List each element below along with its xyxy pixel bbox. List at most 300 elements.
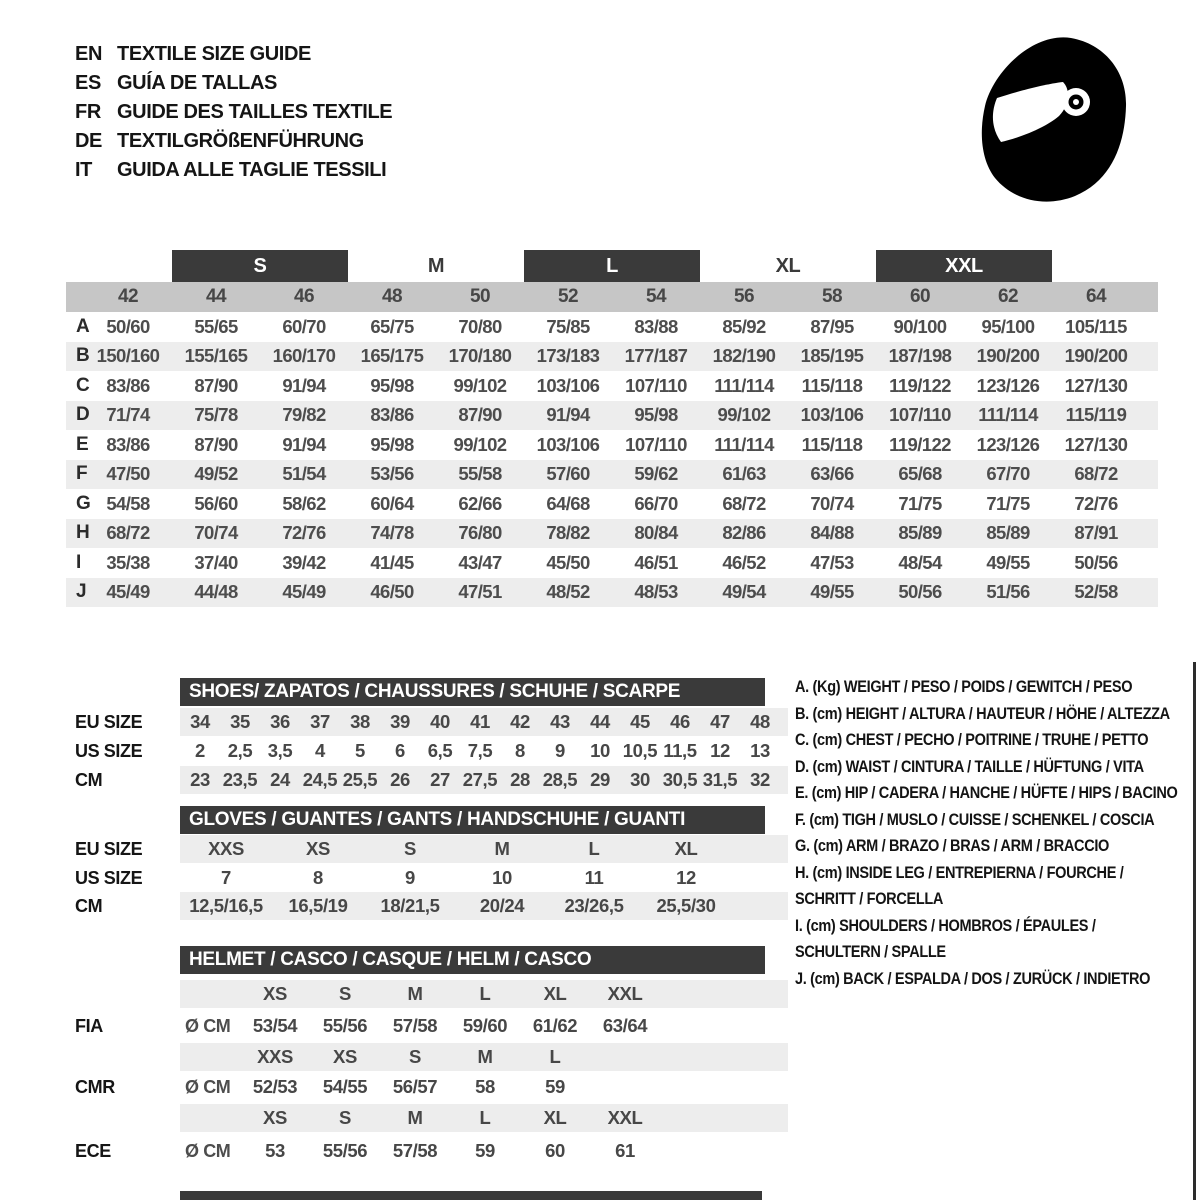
sub-table-cell: 12 bbox=[676, 867, 696, 888]
size-cell: 72/76 bbox=[1074, 492, 1118, 514]
size-cell: 115/118 bbox=[801, 374, 863, 396]
sub-table-cell: 57/58 bbox=[392, 1015, 438, 1036]
size-cell: 61/63 bbox=[722, 463, 766, 485]
row-letter: C bbox=[76, 374, 90, 396]
size-number: 62 bbox=[998, 286, 1018, 307]
sub-table-row bbox=[75, 835, 788, 863]
legend-line: H. (cm) INSIDE LEG / ENTREPIERNA / FOURCHE / bbox=[795, 862, 1124, 882]
size-cell: 123/126 bbox=[976, 374, 1040, 396]
size-cell: 103/106 bbox=[800, 404, 864, 426]
size-cell: 87/91 bbox=[1074, 522, 1118, 544]
sub-table-cell: 11 bbox=[584, 867, 604, 888]
sub-table-cell: 32 bbox=[750, 769, 770, 790]
size-cell: 82/86 bbox=[722, 522, 766, 544]
size-cell: 87/90 bbox=[194, 433, 238, 455]
size-cell: 50/60 bbox=[106, 315, 150, 337]
size-cell: 55/58 bbox=[458, 463, 502, 485]
sub-table-cell: 38 bbox=[350, 711, 370, 732]
sub-table-cell: 27,5 bbox=[462, 769, 498, 790]
size-cell: 51/56 bbox=[986, 581, 1030, 603]
size-cell: 44/48 bbox=[194, 581, 238, 603]
size-cell: 57/60 bbox=[546, 463, 590, 485]
size-cell: 85/92 bbox=[722, 315, 766, 337]
size-cell: 165/175 bbox=[360, 345, 424, 367]
size-number: 54 bbox=[646, 286, 666, 307]
sub-table-cell: 23 bbox=[190, 769, 210, 790]
size-cell: 70/74 bbox=[194, 522, 238, 544]
size-cell: 71/75 bbox=[898, 492, 942, 514]
size-table-row bbox=[66, 430, 1158, 460]
size-number: 52 bbox=[558, 286, 578, 307]
sub-table-row bbox=[75, 1137, 788, 1165]
sub-table-cell: 45 bbox=[630, 711, 650, 732]
sub-table-cell: 23,5 bbox=[222, 769, 258, 790]
size-cell: 67/70 bbox=[986, 463, 1030, 485]
sub-table-cell: 59/60 bbox=[462, 1015, 508, 1036]
size-cell: 79/82 bbox=[282, 404, 326, 426]
size-cell: 107/110 bbox=[889, 404, 951, 426]
sub-table-cell: XXL bbox=[607, 983, 643, 1004]
guide-title: TEXTILE SIZE GUIDE bbox=[117, 43, 311, 65]
sub-table-row bbox=[75, 737, 788, 765]
sub-table-cell: 57/58 bbox=[392, 1140, 438, 1161]
size-cell: 91/94 bbox=[282, 374, 326, 396]
legend-line: I. (cm) SHOULDERS / HOMBROS / ÉPAULES / bbox=[795, 915, 1096, 935]
measurement-legend bbox=[795, 674, 1190, 992]
size-table-row bbox=[66, 578, 1158, 608]
size-cell: 43/47 bbox=[458, 551, 502, 573]
row-letter: I bbox=[76, 551, 81, 573]
size-table-rows bbox=[66, 312, 1158, 607]
sub-table-cell: 31,5 bbox=[702, 769, 738, 790]
size-cell: 66/70 bbox=[634, 492, 678, 514]
sub-table-cell: XS bbox=[306, 838, 330, 859]
sub-table-cell: 24,5 bbox=[302, 769, 338, 790]
size-cell: 49/55 bbox=[986, 551, 1030, 573]
language-code: IT bbox=[75, 159, 92, 181]
right-border-line bbox=[1193, 662, 1196, 1200]
size-cell: 87/90 bbox=[458, 404, 502, 426]
size-band-label: S bbox=[172, 250, 348, 282]
size-cell: 72/76 bbox=[282, 522, 326, 544]
size-cell: 99/102 bbox=[453, 433, 507, 455]
legend-line: B. (cm) HEIGHT / ALTURA / HAUTEUR / HÖHE / ALTEZZA bbox=[795, 703, 1170, 723]
sub-table-cell: 40 bbox=[430, 711, 450, 732]
size-cell: 50/56 bbox=[898, 581, 942, 603]
size-cell: 83/86 bbox=[106, 374, 150, 396]
sub-table-cell: 23/26,5 bbox=[564, 895, 624, 916]
sub-table-cell: 43 bbox=[550, 711, 570, 732]
sub-table-cell: 63/64 bbox=[602, 1015, 648, 1036]
size-number: 50 bbox=[470, 286, 490, 307]
size-cell: 39/42 bbox=[282, 551, 326, 573]
row-letter: B bbox=[76, 345, 90, 367]
size-cell: 46/51 bbox=[634, 551, 678, 573]
sub-table-cell: 53/54 bbox=[252, 1015, 298, 1036]
size-cell: 65/75 bbox=[370, 315, 414, 337]
sub-table-cell: 12,5/16,5 bbox=[189, 895, 263, 916]
sub-table-cell: 53 bbox=[265, 1140, 285, 1161]
size-cell: 60/64 bbox=[370, 492, 414, 514]
size-table-row bbox=[66, 460, 1158, 490]
size-cell: 56/60 bbox=[194, 492, 238, 514]
sub-table-cell: XXS bbox=[257, 1046, 293, 1067]
size-cell: 51/54 bbox=[282, 463, 326, 485]
size-table-row bbox=[66, 312, 1158, 342]
sub-table-cell: L bbox=[479, 1107, 491, 1128]
sub-table-cell: S bbox=[404, 838, 416, 859]
size-cell: 99/102 bbox=[453, 374, 507, 396]
size-cell: 103/106 bbox=[536, 374, 600, 396]
size-cell: 55/65 bbox=[194, 315, 238, 337]
size-cell: 46/52 bbox=[722, 551, 766, 573]
size-table-row bbox=[66, 548, 1158, 578]
sub-table-cell: 9 bbox=[555, 740, 565, 761]
sub-table-cell: 61 bbox=[615, 1140, 635, 1161]
size-cell: 54/58 bbox=[106, 492, 150, 514]
sub-table-cell: XS bbox=[263, 1107, 287, 1128]
sub-table-cell: 59 bbox=[475, 1140, 495, 1161]
size-cell: 99/102 bbox=[717, 404, 771, 426]
size-cell: 182/190 bbox=[712, 345, 776, 367]
sub-table-cell: 27 bbox=[430, 769, 450, 790]
size-cell: 91/94 bbox=[282, 433, 326, 455]
sub-table-row bbox=[75, 892, 788, 920]
size-cell: 70/74 bbox=[810, 492, 854, 514]
sub-table-cell: 35 bbox=[230, 711, 250, 732]
size-cell: 115/118 bbox=[801, 433, 863, 455]
size-cell: 45/49 bbox=[282, 581, 326, 603]
unit-cell: Ø CM bbox=[185, 1076, 231, 1097]
size-cell: 50/56 bbox=[1074, 551, 1118, 573]
size-band-label: XXL bbox=[876, 250, 1052, 282]
sub-table-cell: 10 bbox=[590, 740, 610, 761]
unit-cell: Ø CM bbox=[185, 1140, 231, 1161]
sub-table-cell: 55/56 bbox=[322, 1015, 368, 1036]
size-cell: 74/78 bbox=[370, 522, 414, 544]
sub-table-cell: 52/53 bbox=[252, 1076, 298, 1097]
sub-table-row bbox=[75, 864, 788, 892]
row-letter: D bbox=[76, 404, 90, 426]
legend-line: G. (cm) ARM / BRAZO / BRAS / ARM / BRACCIO bbox=[795, 836, 1110, 855]
legend-line: J. (cm) BACK / ESPALDA / DOS / ZURÜCK / INDIETRO bbox=[795, 968, 1151, 988]
sub-table-row bbox=[75, 708, 788, 736]
size-number: 58 bbox=[822, 286, 842, 307]
guide-title: GUIDA ALLE TAGLIE TESSILI bbox=[117, 159, 387, 181]
sub-table-cell: 6,5 bbox=[427, 740, 453, 761]
sub-table-row bbox=[75, 766, 788, 794]
size-cell: 95/98 bbox=[634, 404, 678, 426]
sub-table-cell: L bbox=[588, 838, 600, 859]
sub-table-cell: S bbox=[339, 1107, 351, 1128]
size-number-row bbox=[66, 282, 1158, 312]
sub-table-cell: 8 bbox=[515, 740, 525, 761]
size-cell: 68/72 bbox=[1074, 463, 1118, 485]
size-cell: 111/114 bbox=[978, 404, 1038, 426]
size-cell: 48/54 bbox=[898, 551, 942, 573]
row-letter: G bbox=[76, 492, 91, 514]
language-line bbox=[75, 98, 392, 127]
sub-table-cell: XS bbox=[263, 983, 287, 1004]
legend-line: E. (cm) HIP / CADERA / HANCHE / HÜFTE / HIPS / BACINO bbox=[795, 783, 1178, 802]
sub-table-cell: 60 bbox=[545, 1140, 565, 1161]
size-cell: 173/183 bbox=[536, 345, 600, 367]
size-cell: 127/130 bbox=[1064, 433, 1128, 455]
size-cell: 52/58 bbox=[1074, 581, 1118, 603]
sub-table-row bbox=[75, 1073, 788, 1101]
size-cell: 87/90 bbox=[194, 374, 238, 396]
size-cell: 71/74 bbox=[106, 404, 150, 426]
size-cell: 107/110 bbox=[625, 433, 687, 455]
language-line bbox=[75, 69, 392, 98]
row-letter: A bbox=[76, 315, 90, 337]
legend-line: SCHULTERN / SPALLE bbox=[795, 942, 946, 961]
size-cell: 105/115 bbox=[1065, 315, 1127, 337]
size-cell: 150/160 bbox=[96, 345, 160, 367]
sub-table-cell: 16,5/19 bbox=[288, 895, 348, 916]
size-cell: 46/50 bbox=[370, 581, 414, 603]
size-cell: 49/52 bbox=[194, 463, 238, 485]
sub-table-cell: S bbox=[409, 1046, 421, 1067]
size-cell: 95/100 bbox=[981, 315, 1035, 337]
size-cell: 83/86 bbox=[106, 433, 150, 455]
sub-table-cell: 28,5 bbox=[542, 769, 578, 790]
language-code: EN bbox=[75, 43, 102, 65]
row-letter: F bbox=[76, 463, 88, 485]
size-cell: 155/165 bbox=[184, 345, 248, 367]
sub-table-cell: XL bbox=[543, 983, 567, 1004]
size-number: 46 bbox=[294, 286, 314, 307]
sub-table-cell: 7,5 bbox=[467, 740, 493, 761]
size-cell: 47/51 bbox=[458, 581, 502, 603]
sub-table-cell: 58 bbox=[475, 1076, 495, 1097]
sub-table-cell: XXS bbox=[208, 838, 244, 859]
sub-table-cell: 6 bbox=[395, 740, 405, 761]
size-band-row bbox=[0, 250, 1200, 282]
size-cell: 41/45 bbox=[370, 551, 414, 573]
language-code: DE bbox=[75, 130, 102, 152]
size-cell: 65/68 bbox=[898, 463, 942, 485]
sub-table-cell: 2 bbox=[195, 740, 205, 761]
size-number: 44 bbox=[206, 286, 226, 307]
sub-table-cell: 36 bbox=[270, 711, 290, 732]
sub-table-cell: M bbox=[407, 983, 423, 1004]
sub-table-cell: 48 bbox=[750, 711, 770, 732]
size-cell: 90/100 bbox=[893, 315, 947, 337]
size-cell: 48/53 bbox=[634, 581, 678, 603]
sub-row-label: ECE bbox=[75, 1140, 111, 1161]
size-table-row bbox=[66, 519, 1158, 549]
size-cell: 84/88 bbox=[810, 522, 854, 544]
sub-table-cell: 9 bbox=[405, 867, 415, 888]
size-cell: 83/86 bbox=[370, 404, 414, 426]
size-table-row bbox=[66, 371, 1158, 401]
sub-table-cell: 47 bbox=[710, 711, 730, 732]
sub-table-cell: 10,5 bbox=[622, 740, 658, 761]
sub-table-row bbox=[180, 1043, 788, 1071]
size-cell: 103/106 bbox=[536, 433, 600, 455]
size-cell: 68/72 bbox=[106, 522, 150, 544]
size-cell: 75/85 bbox=[546, 315, 590, 337]
size-cell: 45/50 bbox=[546, 551, 590, 573]
language-code: ES bbox=[75, 72, 101, 94]
size-cell: 111/114 bbox=[714, 374, 774, 396]
sub-table-cell: 55/56 bbox=[322, 1140, 368, 1161]
sub-table-cell: 20/24 bbox=[479, 895, 525, 916]
sub-table-cell: 59 bbox=[545, 1076, 565, 1097]
sub-table-cell: 30 bbox=[630, 769, 650, 790]
sub-row-label: EU SIZE bbox=[75, 711, 143, 732]
sub-table-cell: 10 bbox=[492, 867, 512, 888]
size-cell: 59/62 bbox=[634, 463, 678, 485]
size-band-label: L bbox=[524, 250, 700, 282]
helmet-icon bbox=[975, 32, 1135, 212]
guide-title: GUÍA DE TALLAS bbox=[117, 72, 277, 94]
sub-table-cell: 24 bbox=[270, 769, 290, 790]
sub-table-cell: XL bbox=[543, 1107, 567, 1128]
gloves-section-header: GLOVES / GUANTES / GANTS / HANDSCHUHE / GUANTI bbox=[180, 806, 765, 834]
guide-title: TEXTILGRÖßENFÜHRUNG bbox=[117, 130, 364, 152]
size-table-row bbox=[66, 342, 1158, 372]
sub-table-cell: 42 bbox=[510, 711, 530, 732]
size-cell: 80/84 bbox=[634, 522, 678, 544]
size-cell: 63/66 bbox=[810, 463, 854, 485]
size-cell: 76/80 bbox=[458, 522, 502, 544]
language-line bbox=[75, 40, 392, 69]
size-cell: 91/94 bbox=[546, 404, 590, 426]
sub-table-cell: 7 bbox=[221, 867, 231, 888]
sub-row-label: EU SIZE bbox=[75, 838, 143, 859]
size-cell: 160/170 bbox=[272, 345, 336, 367]
sub-table-cell: L bbox=[549, 1046, 561, 1067]
sub-table-cell: 39 bbox=[390, 711, 410, 732]
helmet-section-header: HELMET / CASCO / CASQUE / HELM / CASCO bbox=[180, 946, 765, 974]
size-cell: 58/62 bbox=[282, 492, 326, 514]
sub-table-cell: XXL bbox=[607, 1107, 643, 1128]
unit-cell: Ø CM bbox=[185, 1015, 231, 1036]
size-cell: 111/114 bbox=[714, 433, 774, 455]
legend-line: A. (Kg) WEIGHT / PESO / POIDS / GEWITCH / PESO bbox=[795, 677, 1133, 696]
sub-row-label: US SIZE bbox=[75, 740, 143, 761]
size-cell: 35/38 bbox=[106, 551, 150, 573]
sub-table-cell: S bbox=[339, 983, 351, 1004]
shoes-section-header: SHOES/ ZAPATOS / CHAUSSURES / SCHUHE / SCARPE bbox=[180, 678, 765, 706]
sub-table-cell: M bbox=[494, 838, 510, 859]
sub-table-cell: 25,5/30 bbox=[656, 895, 716, 916]
size-cell: 62/66 bbox=[458, 492, 502, 514]
sub-table-cell: 28 bbox=[510, 769, 530, 790]
size-cell: 71/75 bbox=[986, 492, 1030, 514]
size-number: 42 bbox=[118, 286, 138, 307]
sub-table-cell: 56/57 bbox=[392, 1076, 438, 1097]
size-cell: 127/130 bbox=[1064, 374, 1128, 396]
size-number: 64 bbox=[1086, 286, 1106, 307]
size-cell: 85/89 bbox=[986, 522, 1030, 544]
size-cell: 60/70 bbox=[282, 315, 326, 337]
size-cell: 48/52 bbox=[546, 581, 590, 603]
legend-line: C. (cm) CHEST / PECHO / POITRINE / TRUHE / PETTO bbox=[795, 730, 1149, 749]
sub-table-cell: L bbox=[479, 983, 491, 1004]
sub-row-label: FIA bbox=[75, 1015, 103, 1036]
sub-table-cell: 44 bbox=[590, 711, 610, 732]
sub-table-cell: 12 bbox=[710, 740, 730, 761]
sub-table-cell: 29 bbox=[590, 769, 610, 790]
size-cell: 95/98 bbox=[370, 374, 414, 396]
sub-table-cell: 25,5 bbox=[342, 769, 378, 790]
sub-table-cell: 46 bbox=[670, 711, 690, 732]
legend-line: D. (cm) WAIST / CINTURA / TAILLE / HÜFTUNG / VITA bbox=[795, 756, 1144, 776]
language-line bbox=[75, 127, 392, 156]
cutoff-section-bar bbox=[180, 1191, 762, 1200]
sub-table-cell: 26 bbox=[390, 769, 410, 790]
size-cell: 53/56 bbox=[370, 463, 414, 485]
size-number: 48 bbox=[382, 286, 402, 307]
size-cell: 49/54 bbox=[722, 581, 766, 603]
size-cell: 70/80 bbox=[458, 315, 502, 337]
sub-table-cell: XL bbox=[674, 838, 698, 859]
sub-table-cell: 8 bbox=[313, 867, 323, 888]
sub-table-cell: 11,5 bbox=[663, 740, 697, 761]
size-number: 56 bbox=[734, 286, 754, 307]
size-table-row bbox=[66, 401, 1158, 431]
sub-table-cell: M bbox=[477, 1046, 493, 1067]
sub-table-row bbox=[75, 1012, 788, 1040]
sub-table-cell: 41 bbox=[470, 711, 490, 732]
size-cell: 107/110 bbox=[625, 374, 687, 396]
guide-title: GUIDE DES TAILLES TEXTILE bbox=[117, 101, 393, 123]
size-cell: 47/50 bbox=[106, 463, 150, 485]
sub-table-cell: M bbox=[407, 1107, 423, 1128]
sub-table-cell: 61/62 bbox=[532, 1015, 578, 1036]
language-code: FR bbox=[75, 101, 101, 123]
size-cell: 115/119 bbox=[1065, 404, 1127, 426]
sub-table-cell: 4 bbox=[315, 740, 325, 761]
sub-table-cell: 34 bbox=[190, 711, 210, 732]
size-cell: 64/68 bbox=[546, 492, 590, 514]
row-letter: H bbox=[76, 522, 90, 544]
legend-line: SCHRITT / FORCELLA bbox=[795, 889, 944, 908]
sub-table-cell: 3,5 bbox=[267, 740, 293, 761]
size-cell: 185/195 bbox=[800, 345, 864, 367]
size-table-row bbox=[66, 489, 1158, 519]
sub-table-cell: 5 bbox=[355, 740, 365, 761]
size-cell: 49/55 bbox=[810, 581, 854, 603]
size-cell: 119/122 bbox=[889, 433, 951, 455]
sub-table-cell: 37 bbox=[310, 711, 330, 732]
sub-table-cell: 54/55 bbox=[322, 1076, 368, 1097]
sub-table-cell: 13 bbox=[750, 740, 770, 761]
sub-table-cell: 18/21,5 bbox=[380, 895, 440, 916]
size-cell: 190/200 bbox=[1064, 345, 1128, 367]
size-cell: 95/98 bbox=[370, 433, 414, 455]
size-cell: 83/88 bbox=[634, 315, 678, 337]
size-band-label: XL bbox=[775, 255, 801, 277]
size-cell: 87/95 bbox=[810, 315, 854, 337]
sub-row-label: CM bbox=[75, 895, 103, 916]
size-cell: 37/40 bbox=[194, 551, 238, 573]
legend-line: F. (cm) TIGH / MUSLO / CUISSE / SCHENKEL / COSCIA bbox=[795, 809, 1155, 829]
size-cell: 68/72 bbox=[722, 492, 766, 514]
sub-table-row bbox=[180, 980, 788, 1008]
size-cell: 190/200 bbox=[976, 345, 1040, 367]
size-cell: 47/53 bbox=[810, 551, 854, 573]
sub-table-cell: 2,5 bbox=[227, 740, 253, 761]
language-title-list bbox=[75, 40, 392, 185]
sub-row-label: CM bbox=[75, 769, 103, 790]
size-cell: 177/187 bbox=[624, 345, 688, 367]
size-number: 60 bbox=[910, 286, 930, 307]
size-cell: 187/198 bbox=[888, 345, 952, 367]
